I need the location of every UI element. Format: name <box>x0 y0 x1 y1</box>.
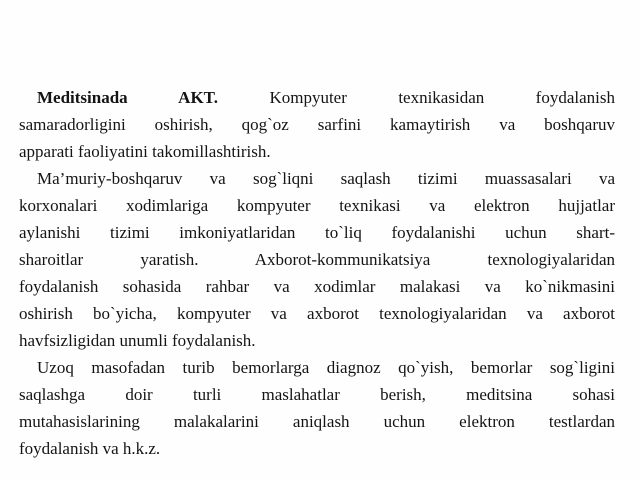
paragraph-3 <box>19 354 615 462</box>
paragraph-2 <box>19 165 615 354</box>
paragraph-2-line-5: foydalanish sohasida rahbar va xodimlar malakasi va ko`nikmasini <box>19 277 615 296</box>
paragraph-1-line-2: samaradorligini oshirish, qog`oz sarfini kamaytirish va boshqaruv <box>19 115 615 134</box>
bold-lead-in: Meditsinada AKT. <box>37 88 219 107</box>
paragraph-1 <box>19 84 615 165</box>
paragraph-1-line-3: apparati faoliyatini takomillashtirish. <box>19 142 271 161</box>
paragraph-2-line-2: korxonalari xodimlariga kompyuter texnikasi va elektron hujjatlar <box>19 196 615 215</box>
paragraph-2-line-3: aylanishi tizimi imkoniyatlaridan to`liq foydalanishi uchun shart- <box>19 223 615 242</box>
slide-text-block <box>19 84 615 462</box>
paragraph-2-line-1: Ma’muriy-boshqaruv va sog`liqni saqlash tizimi muassasalari va <box>37 169 615 188</box>
paragraph-1-line-1: Meditsinada AKT. Kompyuter texnikasidan foydalanish <box>37 88 615 107</box>
paragraph-3-line-3: mutahasislarining malakalarini aniqlash uchun elektron testlardan <box>19 412 615 431</box>
paragraph-2-line-7: havfsizligidan unumli foydalanish. <box>19 331 256 350</box>
paragraph-2-line-4: sharoitlar yaratish. Axborot-kommunikatsiya texnologiyalaridan <box>19 250 615 269</box>
paragraph-3-line-1: Uzoq masofadan turib bemorlarga diagnoz qo`yish, bemorlar sog`ligini <box>37 358 615 377</box>
paragraph-3-line-2: saqlashga doir turli maslahatlar berish, meditsina sohasi <box>19 385 615 404</box>
paragraph-3-line-4: foydalanish va h.k.z. <box>19 439 161 458</box>
paragraph-2-line-6: oshirish bo`yicha, kompyuter va axborot texnologiyalaridan va axborot <box>19 304 615 323</box>
